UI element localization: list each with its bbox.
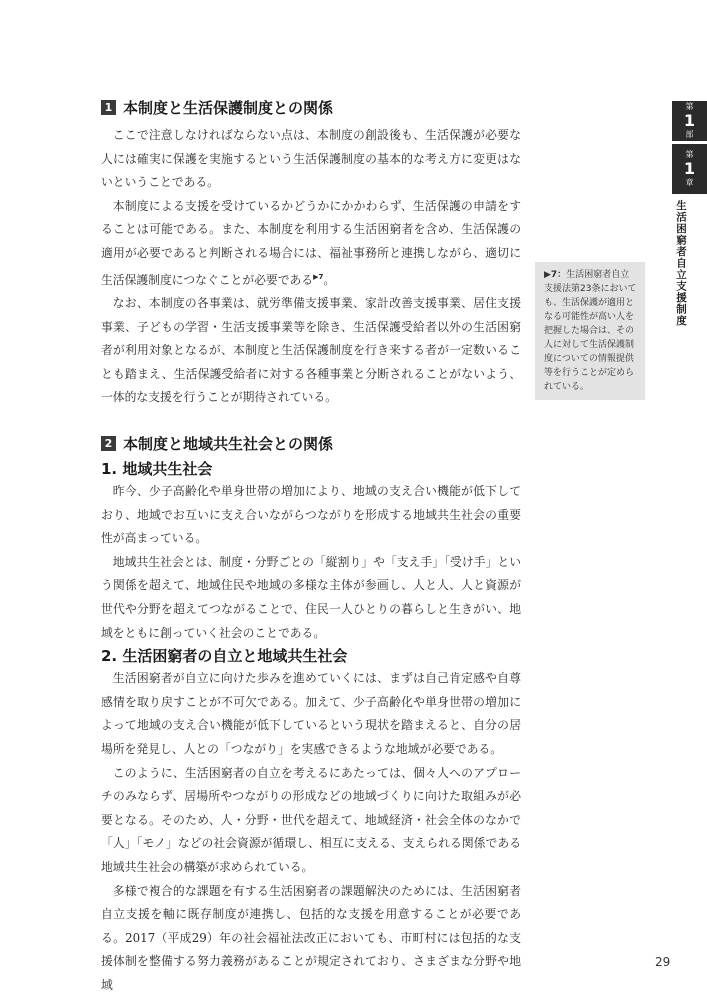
paragraph: 地域共生社会とは、制度・分野ごとの「縦割り」や「支え手」「受け手」という関係を超えて、地域住民や地域の多様な主体が参画し、人と人、人と資源が世代や分野を超えてつながることで、住民一人ひとりの暮らしと生きがい、地域をともに創っていく社会のことである。: [101, 554, 521, 640]
paragraph: 昨今、少子高齢化や単身世帯の増加により、地域の支え合い機能が低下しており、地域でお互いに支え合いながらつながりを形成する地域共生社会の重要性が高まっている。: [101, 484, 521, 546]
paragraph-with-ref: [101, 195, 521, 292]
section-number-badge: 2: [101, 436, 116, 451]
part-prefix: 第: [685, 102, 694, 111]
paragraph-end: 。: [323, 272, 336, 287]
chapter-title-vertical: 生活困窮者自立支援制度: [675, 200, 687, 327]
subsection-heading: 2. 生活困窮者の自立と地域共生社会: [101, 647, 348, 666]
side-note: [535, 262, 645, 400]
paragraph: このように、生活困窮者の自立を考えるにあたっては、個々人へのアプローチのみならず、居場所やつながりの形成などの地域づくりに向けた取組みが必要となる。そのため、人・分野・世代を超えて、地域経済・社会全体のなかで「人」「モノ」などの社会資源が循環し、相互に支える、支えられる関係である地域共生社会の構築が求められている。: [101, 765, 521, 874]
chapter-number: 1: [683, 159, 696, 178]
section-number-badge: 1: [101, 100, 116, 115]
page-number: 29: [655, 955, 671, 969]
paragraph: 多様で複合的な課題を有する生活困窮者の課題解決のためには、生活困窮者自立支援を軸に既存制度が連携し、包括的な支援を用意することが必要である。2017（平成29）年の社会福祉法改正においても、市町村には包括的な支援体制を整備する努力義務があることが規定されており、さまざまな分野や地域: [101, 883, 521, 992]
part-tab: [672, 101, 707, 141]
subsection-heading: 1. 地域共生社会: [101, 460, 213, 479]
main-column: [101, 96, 521, 998]
part-number: 1: [683, 111, 696, 130]
chapter-tab: [672, 144, 707, 194]
paragraph: なお、本制度の各事業は、就労準備支援事業、家計改善支援事業、居住支援事業、子どもの学習・生活支援事業等を除き、生活保護受給者以外の生活困窮者が利用対象となるが、本制度と生活保護制度を行き来する者が一定数いることも踏まえ、生活保護受給者に対する各種事業と分断されることがないよう、一体的な支援を行うことが期待されている。: [101, 296, 521, 405]
footnote-ref-mark[interactable]: ▶7: [313, 272, 324, 281]
section-heading-1: [101, 96, 521, 118]
side-note-label: ▶7：: [544, 270, 567, 280]
paragraph-text: 本制度による支援を受けているかどうかにかかわらず、生活保護の申請をすることは可能である。また、本制度を利用する生活困窮者を含め、生活保護の適用が必要であると判断される場合には、福祉事務所と連携しながら、適切に生活保護制度につなぐことが必要である: [101, 198, 521, 287]
paragraph: 生活困窮者が自立に向けた歩みを進めていくには、まずは自己肯定感や自尊感情を取り戻すことが不可欠である。加えて、少子高齢化や単身世帯の増加によって地域の支え合い機能が低下しているという現状を踏まえると、自分の居場所を発見し、人との「つながり」を実感できるような地域が必要である。: [101, 671, 521, 756]
side-note-text: 生活困窮者自立支援法第23条においても、生活保護が適用となる可能性が高い人を把握した場合は、その人に対して生活保護制度についての情報提供等を行うことが定められている。: [544, 270, 637, 392]
chapter-prefix: 第: [685, 150, 694, 159]
part-suffix: 部: [685, 130, 694, 139]
section-heading-2: [101, 432, 521, 454]
section-title: 本制度と地域共生社会との関係: [123, 434, 334, 453]
chapter-suffix: 章: [685, 178, 694, 187]
paragraph: ここで注意しなければならない点は、本制度の創設後も、生活保護が必要な人には確実に保護を実施するという生活保護制度の基本的な考え方に変更はないということである。: [101, 128, 521, 190]
section-title: 本制度と生活保護制度との関係: [123, 98, 334, 117]
